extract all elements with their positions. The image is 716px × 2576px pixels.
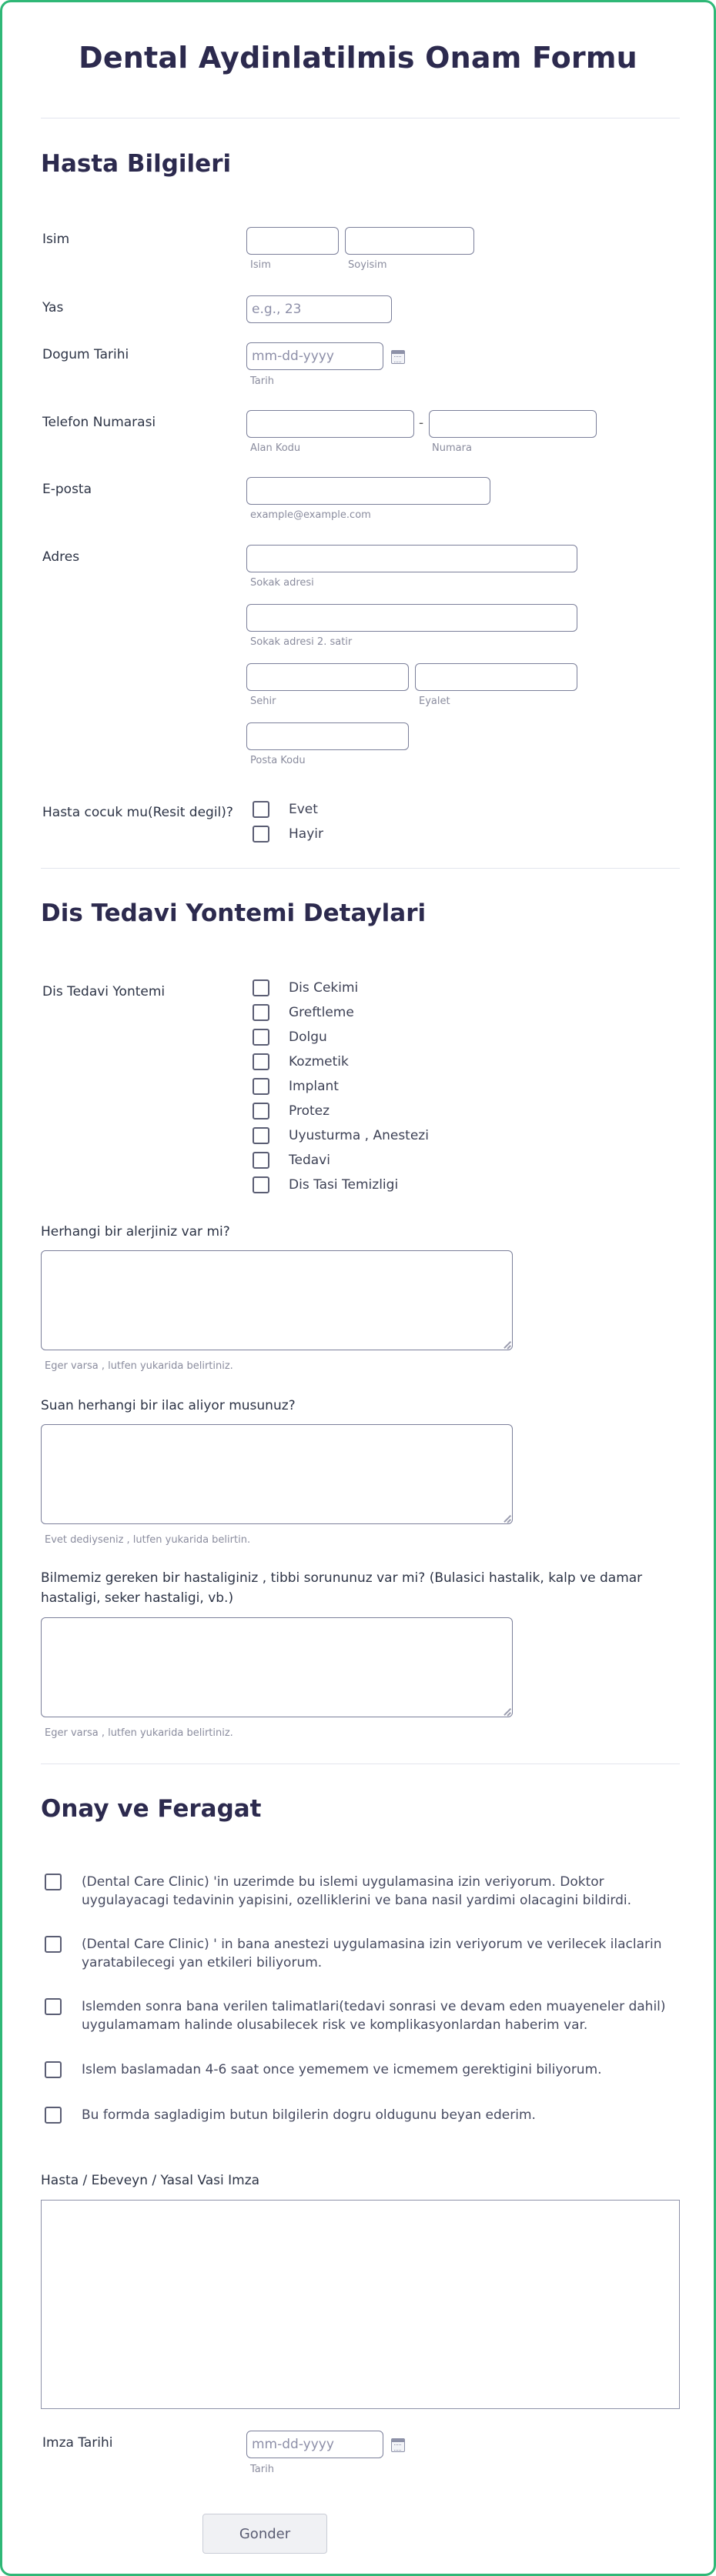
consent-text: Islem baslamadan 4-6 saat once yememem ve icmemem gerektigini biliyorum. [82, 2062, 602, 2077]
minor-yes-checkbox[interactable] [253, 801, 269, 818]
divider [41, 868, 680, 869]
dob-label: Dogum Tarihi [42, 347, 129, 362]
minor-no-checkbox[interactable] [253, 826, 269, 843]
dob-sublabel: Tarih [250, 375, 274, 387]
section-title-patient-info: Hasta Bilgileri [41, 150, 232, 178]
calendar-icon[interactable] [391, 2438, 405, 2452]
signature-pad[interactable] [41, 2200, 680, 2409]
phone-label: Telefon Numarasi [42, 415, 156, 430]
minor-label: Hasta cocuk mu(Resit degil)? [42, 805, 233, 820]
area-code-sublabel: Alan Kodu [250, 442, 301, 454]
sign-date-placeholder: mm-dd-yyyy [252, 2437, 334, 2452]
treatment-option-checkbox[interactable] [253, 1127, 269, 1144]
city-sublabel: Sehir [250, 696, 276, 707]
medication-sublabel: Evet dediyseniz , lutfen yukarida belirtin. [45, 1534, 251, 1546]
treatment-option-checkbox[interactable] [253, 1029, 269, 1046]
sign-date-label: Imza Tarihi [42, 2435, 113, 2451]
age-placeholder: e.g., 23 [252, 302, 302, 317]
area-code-input[interactable] [246, 410, 414, 438]
treatment-option-checkbox[interactable] [253, 1078, 269, 1095]
treatment-option-checkbox[interactable] [253, 1053, 269, 1070]
treatment-option-label: Greftleme [289, 1005, 354, 1020]
sign-date-sublabel: Tarih [250, 2464, 274, 2475]
conditions-sublabel: Eger varsa , lutfen yukarida belirtiniz. [45, 1727, 233, 1739]
allergy-label: Herhangi bir alerjiniz var mi? [41, 1224, 230, 1240]
phone-separator: - [419, 415, 424, 431]
allergy-sublabel: Eger varsa , lutfen yukarida belirtiniz. [45, 1360, 233, 1372]
resize-handle-icon[interactable] [503, 1514, 510, 1522]
consent-text: Islemden sonra bana verilen talimatlari(tedavi sonrasi ve devam eden muayeneler dahil) uygulamamam halinde olusabilecek risk ve komplikasyonlardan haberim var. [82, 1999, 666, 2033]
consent-checkbox[interactable] [45, 2061, 62, 2078]
phone-number-sublabel: Numara [432, 442, 472, 454]
divider [41, 1763, 680, 1764]
treatment-option-label: Uyusturma , Anestezi [289, 1128, 429, 1143]
treatment-option-label: Dis Cekimi [289, 980, 359, 996]
zip-input[interactable] [246, 722, 409, 750]
first-name-sublabel: Isim [250, 259, 271, 271]
section-title-consent: Onay ve Feragat [41, 1795, 262, 1823]
consent-checkbox[interactable] [45, 2107, 62, 2124]
consent-checkbox[interactable] [45, 1874, 62, 1890]
street-address-sublabel: Sokak adresi [250, 577, 314, 589]
resize-handle-icon[interactable] [503, 1340, 510, 1348]
age-input[interactable] [246, 295, 392, 323]
resize-handle-icon[interactable] [503, 1707, 510, 1715]
last-name-input[interactable] [345, 227, 474, 255]
form-title: Dental Aydinlatilmis Onam Formu [79, 41, 637, 75]
minor-no-label: Hayir [289, 826, 323, 842]
street-address-2-sublabel: Sokak adresi 2. satir [250, 636, 353, 648]
city-input[interactable] [246, 663, 409, 691]
zip-sublabel: Posta Kodu [250, 755, 306, 766]
treatment-option-label: Protez [289, 1103, 330, 1119]
consent-text: (Dental Care Clinic) 'in uzerimde bu islemi uygulamasina izin veriyorum. Doktor uygulayacagi tedavinin yapisini, ozelliklerini ve bana nasil yardimi olacagini bildirdi. [82, 1874, 632, 1908]
conditions-label: Bilmemiz gereken bir hastaliginiz , tibbi sorununuz var mi? (Bulasici hastalik, kalp ve damar hastaligi, seker hastaligi, vb.) [41, 1570, 643, 1606]
dob-placeholder: mm-dd-yyyy [252, 349, 334, 364]
consent-text: (Dental Care Clinic) ' in bana anestezi uygulamasina izin veriyorum ve verilecek ilaclarin yaratabilecegi yan etkileri biliyorum. [82, 1937, 662, 1970]
name-label: Isim [42, 232, 70, 247]
medication-label: Suan herhangi bir ilac aliyor musunuz? [41, 1398, 296, 1413]
state-sublabel: Eyalet [419, 696, 450, 707]
treatment-option-label: Dis Tasi Temizligi [289, 1177, 399, 1193]
last-name-sublabel: Soyisim [348, 259, 387, 271]
treatment-label: Dis Tedavi Yontemi [42, 984, 166, 999]
treatment-option-checkbox[interactable] [253, 1176, 269, 1193]
dob-input[interactable] [246, 342, 383, 370]
treatment-option-label: Dolgu [289, 1029, 327, 1045]
calendar-icon[interactable] [391, 350, 405, 364]
street-address-input[interactable] [246, 545, 577, 572]
treatment-option-label: Tedavi [289, 1153, 330, 1168]
treatment-option-checkbox[interactable] [253, 1103, 269, 1119]
allergy-textarea[interactable] [41, 1250, 513, 1350]
phone-number-input[interactable] [429, 410, 597, 438]
address-label: Adres [42, 549, 80, 565]
minor-yes-label: Evet [289, 802, 318, 817]
conditions-textarea[interactable] [41, 1617, 513, 1717]
consent-text: Bu formda sagladigim butun bilgilerin dogru oldugunu beyan ederim. [82, 2107, 536, 2123]
consent-checkbox[interactable] [45, 1998, 62, 2015]
treatment-option-checkbox[interactable] [253, 979, 269, 996]
first-name-input[interactable] [246, 227, 339, 255]
medication-textarea[interactable] [41, 1424, 513, 1524]
treatment-option-label: Kozmetik [289, 1054, 349, 1069]
email-label: E-posta [42, 482, 92, 497]
treatment-option-checkbox[interactable] [253, 1004, 269, 1021]
signature-label: Hasta / Ebeveyn / Yasal Vasi Imza [41, 2173, 260, 2188]
treatment-option-label: Implant [289, 1079, 339, 1094]
treatment-option-checkbox[interactable] [253, 1152, 269, 1169]
age-label: Yas [42, 300, 64, 315]
street-address-2-input[interactable] [246, 604, 577, 632]
email-input[interactable] [246, 477, 490, 505]
sign-date-input[interactable] [246, 2431, 383, 2458]
submit-button[interactable]: Gonder [202, 2514, 327, 2554]
section-title-treatment: Dis Tedavi Yontemi Detaylari [41, 899, 427, 927]
consent-checkbox[interactable] [45, 1936, 62, 1953]
state-input[interactable] [415, 663, 577, 691]
email-sublabel: example@example.com [250, 509, 371, 521]
